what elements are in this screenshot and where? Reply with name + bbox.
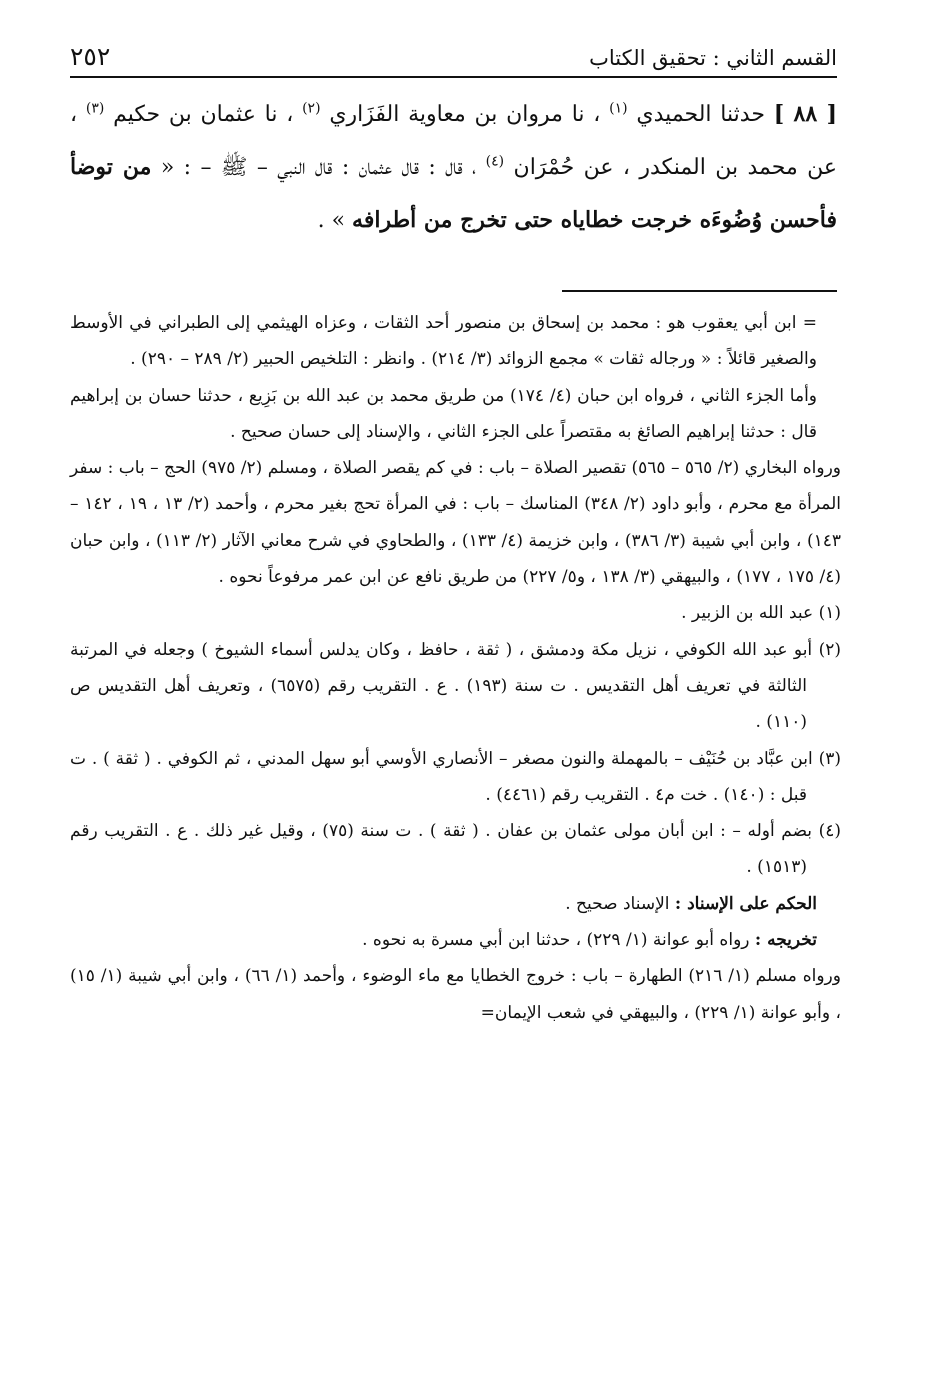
hadith-closing: » . bbox=[317, 208, 346, 233]
running-title: القسم الثاني : تحقيق الكتاب bbox=[589, 46, 837, 70]
ruling-text: الإسناد صحيح . bbox=[565, 893, 670, 914]
isnad-part: ، نا مروان بن معاوية الفَزَاري bbox=[329, 102, 601, 127]
footnotes bbox=[70, 305, 841, 1031]
page-header bbox=[70, 36, 837, 78]
footnote-ref: (٣) bbox=[85, 100, 105, 117]
takhrij-text: رواه أبو عوانة (١/ ٢٢٩) ، حدثنا ابن أبي مسرة به نحوه . bbox=[362, 930, 750, 951]
ruling-paragraph bbox=[70, 886, 841, 922]
isnad-part: ، قال : قال عثمان : قال النبي – ﷺ – : « bbox=[160, 155, 477, 180]
footnote-2: (٢) أبو عبد الله الكوفي ، نزيل مكة ودمشق ، ( ثقة ، حافظ ، وكان يدلس أسماء الشيوخ ) وجعله في المرتبة الثالثة في تعريف أهل التقديس . ت سنة (١٩٣) . ع . التقريب رقم (٦٥٧٥) ، وتعريف أهل التقديس ص (١١٠) . bbox=[70, 639, 841, 733]
page-number: ٢٥٢ bbox=[70, 42, 111, 71]
takhrij-label: تخريجه : bbox=[754, 930, 817, 951]
hadith-number: [ ٨٨ ] bbox=[773, 101, 838, 127]
footnote-paragraph: وأما الجزء الثاني ، فرواه ابن حبان (٤/ ١٧٤) من طريق محمد بن عبد الله بن بَزِيع ، حدثنا حسان بن إبراهيم قال : حدثنا إبراهيم الصائغ به مقتصراً على الجزء الثاني ، والإسناد إلى حسان صحيح . bbox=[70, 385, 818, 442]
isnad-part: ، نا عثمان بن حكيم bbox=[113, 102, 294, 127]
hadith-text bbox=[70, 88, 837, 247]
isnad-part: حدثنا الحميدي bbox=[636, 102, 765, 127]
footnote-separator bbox=[562, 290, 837, 292]
isnad-part: ، عن محمد بن المنكدر ، عن حُمْرَان bbox=[70, 102, 838, 180]
hadith-matn: من توضأ فأحسن وُضُوءَه خرجت خطاياه حتى تخرج من أطرافه bbox=[70, 154, 837, 233]
footnote-ref: (٤) bbox=[485, 153, 505, 170]
footnote-paragraph: = ابن أبي يعقوب هو : محمد بن إسحاق بن منصور أحد الثقات ، وعزاه الهيثمي إلى الطبراني في الأوسط والصغير قائلاً : « ورجاله ثقات » مجمع الزوائد (٣/ ٢١٤) . وانظر : التلخيص الحبير (٢/ ٢٨٩ – ٢٩٠) . bbox=[70, 313, 817, 370]
takhrij-paragraph bbox=[70, 922, 841, 958]
footnote-ref: (١) bbox=[609, 100, 628, 117]
footnote-paragraph: ورواه البخاري (٢/ ٥٦٥ – ٥٦٥) تقصير الصلاة – باب : في كم يقصر الصلاة ، ومسلم (٢/ ٩٧٥) الحج – باب : سفر المرأة مع محرم ، وأبو داود (٢/ ٣٤٨) المناسك – باب : في المرأة تحج بغير محرم ، وأحمد (٢/ ١٣ ، ١٩ ، ١٤٢ – ١٤٣) ، وابن أبي شيبة (٣/ ٣٨٦) ، وابن خزيمة (٤/ ١٣٣) ، والطحاوي في شرح معاني الآثار (٢/ ١١٣) ، وابن حبان (٤/ ١٧٥ ، ١٧٧) ، والبيهقي (٣/ ١٣٨ ، و٥/ ٢٢٧) من طريق نافع عن ابن عمر مرفوعاً نحوه . bbox=[70, 458, 842, 588]
ruling-label: الحكم على الإسناد : bbox=[674, 893, 817, 914]
footnote-4: (٤) بضم أوله – : ابن أبان مولى عثمان بن عفان . ( ثقة ) . ت سنة (٧٥) ، وقيل غير ذلك . ع . التقريب رقم (١٥١٣) . bbox=[70, 821, 842, 878]
footnote-3: (٣) ابن عبَّاد بن حُنَيْف – بالمهملة والنون مصغر – الأنصاري الأوسي أبو سهل المدني ، ثم الكوفي . ( ثقة ) . ت قبل : (١٤٠) . خت م٤ . التقريب رقم (٤٤٦١) . bbox=[70, 748, 841, 805]
footnote-ref: (٢) bbox=[302, 100, 321, 117]
footnote-paragraph: ورواه مسلم (١/ ٢١٦) الطهارة – باب : خروج الخطايا مع ماء الوضوء ، وأحمد (١/ ٦٦) ، وابن أبي شيبة (١/ ١٥) ، وأبو عوانة (١/ ٢٢٩) ، والبيهقي في شعب الإيمان= bbox=[70, 966, 841, 1023]
footnote-1: (١) عبد الله بن الزبير . bbox=[681, 603, 841, 624]
